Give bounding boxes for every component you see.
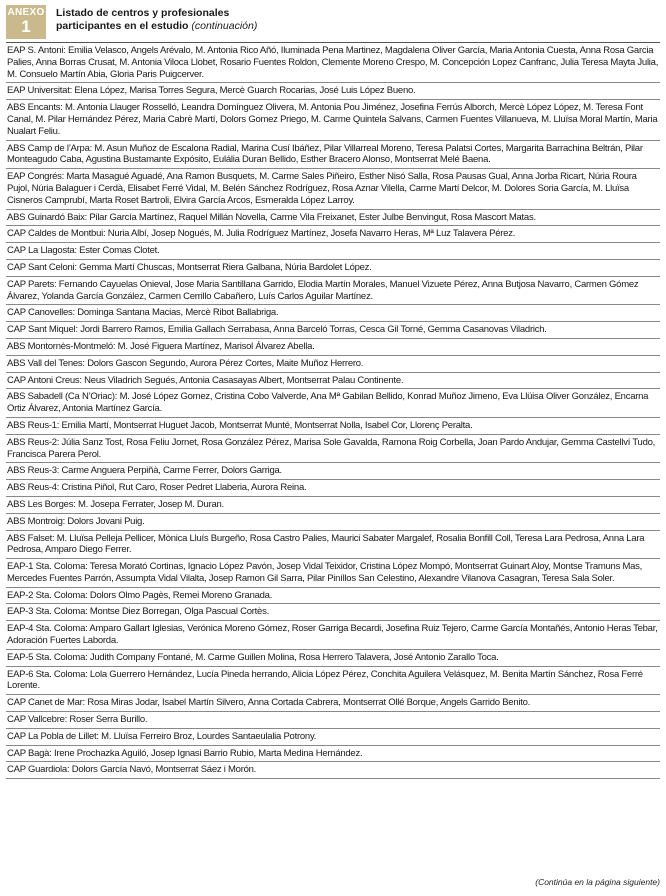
title-line-2-main: participantes en el estudio xyxy=(56,20,189,32)
list-item: CAP Canet de Mar: Rosa Miras Jodar, Isabel Martín Silvero, Anna Cortada Cabrera, Montserrat Ollé Borque, Angels Garrido Benito. xyxy=(6,695,660,712)
list-item: EAP Congrés: Marta Masagué Aguadé, Ana Ramon Busquets, M. Carme Sales Piñeiro, Esther Nisó Salla, Rosa Pausas Gual, Anna Jorba Ricart, Núria Roura Pujol, Núria Balaguer i Cerdà, Elisabet Ferré Vidal, M. Belén Sánchez Rodríguez, Rosa Aznar Vilella, Carme Martí Delcor, M. Dolores Soria García, M. Lluïsa Cisneros Camprubí, Marta Roset Bartroli, Elvira García Arcos, Esmeralda López Larroy. xyxy=(6,169,660,209)
title-line-1: Listado de centros y profesionales xyxy=(56,7,230,19)
list-item: CAP Parets: Fernando Cayuelas Onieval, Jose Maria Santillana Garrido, Elodia Martín Morales, Manuel Vizuete Pérez, Anna Butjosa Navarro, Carmen Gómez Álvarez, Yolanda García González, Carmen Cerrillo Cabañero, Luís Carlos Aguilar Martínez. xyxy=(6,277,660,306)
list-item: CAP Bagà: Irene Prochazka Aguiló, Josep Ignasi Barrio Rubio, Marta Medina Hernández. xyxy=(6,746,660,763)
list-item: ABS Sabadell (Ca N’Oriac): M. José López Gomez, Cristina Cobo Valverde, Ana Mª Gabilan Bellido, Konrad Muñoz Jimeno, Eva Llüisa Oliver González, Encarna Ortiz Álvarez, Antonia Martínez García. xyxy=(6,389,660,418)
continuation-note: (Continúa en la página siguiente) xyxy=(535,877,660,887)
annex-number: 1 xyxy=(21,17,31,36)
list-item: EAP-2 Sta. Coloma: Dolors Olmo Pagès, Remei Moreno Granada. xyxy=(6,588,660,605)
list-item: ABS Camp de l’Arpa: M. Asun Muñoz de Escalona Radial, Marina Cusí Ibáñez, Pilar Villarreal Moreno, Teresa Palatsi Cortes, Margarita Barrachina Beltrán, Pilar Monteagudo Caba, Agustina Bustamante Expósito, Eulália Duran Bellido, Esther Bracero Alonso, Montserrat Melé Baena. xyxy=(6,141,660,170)
list-item: EAP-5 Sta. Coloma: Judith Company Fontané, M. Carme Guillen Molina, Rosa Herrero Talavera, José Antonio Zarallo Toca. xyxy=(6,650,660,667)
list-item: ABS Reus-4: Cristina Piñol, Rut Caro, Roser Pedret Llaberia, Aurora Reina. xyxy=(6,480,660,497)
annex-label: ANEXO xyxy=(7,7,45,18)
list-item: EAP-1 Sta. Coloma: Teresa Morató Cortinas, Ignacio López Pavón, Josep Vidal Teixidor, Cristina López Mompó, Montserrat Guinart Aloy, Montse Tramuns Mas, Mercedes Fuentes Parrón, Assumpta Vidal Vilalta, Josep Ramon Gil Sarra, Pilar Piníllos San Celestino, Alexandre Vilanova Casagran, Teresa Sala Soler. xyxy=(6,559,660,588)
annex-badge xyxy=(6,5,46,39)
list-item: EAP Universitat: Elena López, Marisa Torres Segura, Mercè Guarch Rocarias, José Luis López Bueno. xyxy=(6,83,660,100)
title-line-2-suffix: (continuación) xyxy=(191,20,258,32)
annex-title xyxy=(56,7,656,33)
list-item: CAP Sant Miquel: Jordi Barrero Ramos, Emilia Gallach Serrabasa, Anna Barceló Torras, Cesca Gil Torné, Gemma Casanovas Viladrich. xyxy=(6,322,660,339)
list-item: ABS Reus-1: Emilia Martí, Montserrat Huguet Jacob, Montserrat Munté, Montserrat Nolla, Isabel Cor, Llorenç Peralta. xyxy=(6,418,660,435)
list-item: CAP Guardiola: Dolors García Navó, Montserrat Sáez i Morón. xyxy=(6,762,660,779)
list-item: CAP Sant Celoni: Gemma Martí Chuscas, Montserrat Riera Galbana, Núria Bardolet López. xyxy=(6,260,660,277)
list-item: ABS Vall del Tenes: Dolors Gascon Segundo, Aurora Pérez Cortes, Maite Muñoz Herrero. xyxy=(6,356,660,373)
annex-header xyxy=(6,5,660,39)
list-item: CAP Vallcebre: Roser Serra Burillo. xyxy=(6,712,660,729)
list-item: ABS Montornès-Montmeló: M. José Figuera Martínez, Marisol Álvarez Abella. xyxy=(6,339,660,356)
list-item: ABS Reus-2: Júlia Sanz Tost, Rosa Feliu Jornet, Rosa González Pérez, Marisa Sole Gavalda, Ramona Roig Corbella, Joan Pardo Andujar, Gemma Castellví Tudo, Francisca Parera Perol. xyxy=(6,435,660,464)
list-item: ABS Encants: M. Antonia Llauger Rosselló, Leandra Domínguez Olivera, M. Antonia Pou Jiménez, Josefina Ferrús Alborch, Mercè López López, M. Teresa Font Canal, M. Pilar Hernández Pérez, Maria Cabrè Martí, Dolors Gomez Priego, M. Carme Quintela Salvans, Carmen Fuentes Villanueva, M. Lluïsa Moral Martín, Maria Nualart Feliu. xyxy=(6,100,660,140)
list-item: ABS Guinardó Baix: Pilar García Martínez, Raquel Millán Novella, Carme Vila Freixanet, Ester Julbe Benvingut, Rosa Mascort Matas. xyxy=(6,210,660,227)
list-item: CAP Antoni Creus: Neus Viladrich Segués, Antonia Casasayas Albert, Montserrat Palau Continente. xyxy=(6,373,660,390)
list-item: EAP-6 Sta. Coloma: Lola Guerrero Hernández, Lucía Pineda herrando, Alicia López Pérez, Conchita Aguilera Velásquez, M. Benita Martín Sánchez, Rosa Ferré Lorente. xyxy=(6,667,660,696)
participants-list xyxy=(6,42,660,779)
list-item: EAP S. Antoni: Emilia Velasco, Angels Arévalo, M. Antonia Rico Añó, Iluminada Pena Martinez, Magdalena Oliver García, Maria Antonia Cuesta, Anna Rosa Garcia Palies, Anna Borras Crusat, M. Antonia Viloca Llobet, Rosario Fuentes Roldon, Clemente Moreno Crespo, M. Concepción Lopez Canfranc, Julia Teresa Mayta Julia, M. Consuelo Martín Abia, Gloria Paris Puigcerver. xyxy=(6,43,660,83)
list-item: CAP La Llagosta: Ester Comas Clotet. xyxy=(6,243,660,260)
list-item: CAP La Pobla de Lillet: M. Lluïsa Ferreiro Broz, Lourdes Santaeulalia Potrony. xyxy=(6,729,660,746)
title-line-2 xyxy=(56,20,656,33)
list-item: ABS Falset: M. Lluïsa Pelleja Pellicer, Mònica Lluís Burgeño, Rosa Castro Palies, Maurici Sabater Margalef, Rosalia Bonfill Coll, Teresa Lara Pedrosa, Anna Lara Pedrosa, Amparo Diego Ferrer. xyxy=(6,531,660,560)
list-item: CAP Canovelles: Dominga Santana Macias, Mercè Ribot Ballabriga. xyxy=(6,305,660,322)
list-item: ABS Reus-3: Carme Anguera Perpiñà, Carme Ferrer, Dolors Garriga. xyxy=(6,463,660,480)
list-item: ABS Les Borges: M. Josepa Ferrater, Josep M. Duran. xyxy=(6,497,660,514)
list-item: EAP-4 Sta. Coloma: Amparo Gallart Iglesias, Verónica Moreno Gómez, Roser Garriga Becardi, Josefina Ruiz Tejero, Carme García Montañés, Antonio Heras Tebar, Adoración Fuertes Laborda. xyxy=(6,621,660,650)
list-item: ABS Montroig: Dolors Jovani Puig. xyxy=(6,514,660,531)
list-item: EAP-3 Sta. Coloma: Montse Diez Borregan, Olga Pascual Cortès. xyxy=(6,604,660,621)
list-item: CAP Caldes de Montbui: Nuria Albí, Josep Nogués, M. Julia Rodríguez Martínez, Josefa Navarro Heras, Mª Luz Talavera Pérez. xyxy=(6,226,660,243)
